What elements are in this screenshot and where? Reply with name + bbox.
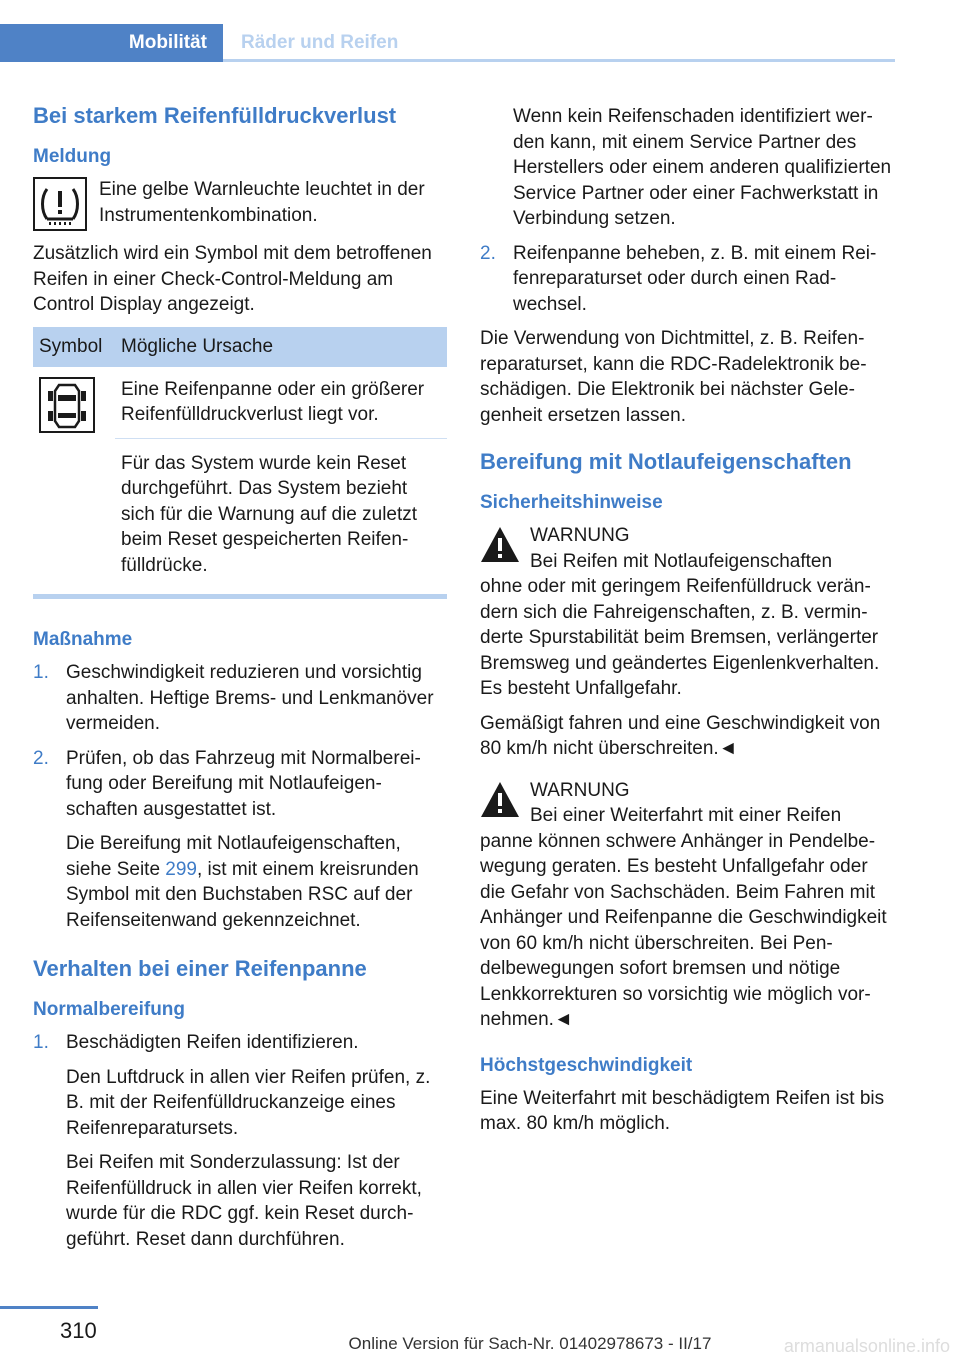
subheading-hoechstgeschwindigkeit: Höchstgeschwindigkeit — [480, 1054, 693, 1076]
warning-title: WARNUNG — [530, 779, 630, 801]
list-number: 2. — [33, 747, 49, 769]
right-column — [480, 104, 896, 1146]
list-sub-pre: Die Bereifung mit Notlaufeigenschaften, siehe Seite — [66, 833, 401, 880]
left-column — [33, 98, 447, 1261]
car-tire-symbol-icon — [39, 377, 95, 433]
table-row — [33, 367, 447, 439]
list-number: 1. — [33, 1032, 49, 1053]
list-item — [480, 241, 896, 318]
heading-starker-verlust: Bei starkem Reifenfülldruckverlust — [33, 103, 397, 128]
subheading-massnahme: Maßnahme — [33, 629, 133, 650]
subheading-normalbereifung: Normalbereifung — [33, 999, 186, 1020]
list-item — [33, 1030, 447, 1252]
table-cell-cause-1: Eine Reifenpanne oder ein größerer Reifenfülldruckverlust liegt vor. — [121, 378, 425, 425]
list-text: Beschädigten Reifen identifizieren. — [66, 1032, 359, 1053]
table-header-cause: Mögliche Ursache — [115, 327, 447, 367]
list-subparagraph: Bei Reifen mit Sonderzulassung: Ist der Reifenfülldruck in allen vier Reifen korrekt, wurde für die RDC ggf. kein Reset durchgeführt. Reset dann durchführen. — [66, 1152, 422, 1250]
warning-first-line: Bei Reifen mit Notlaufeigenschaften — [530, 550, 833, 572]
paragraph-hoechstgeschwindigkeit: Eine Weiterfahrt mit beschädigtem Reifen ist bis max. 80 km/h möglich. — [480, 1087, 885, 1134]
warning-title: WARNUNG — [530, 525, 630, 546]
warning-light-block — [33, 177, 447, 231]
section-tab-label: Mobilität — [128, 32, 207, 53]
subheading-meldung: Meldung — [33, 146, 112, 167]
page-header — [0, 24, 895, 62]
heading-reifenpanne: Verhalten bei einer Reifenpanne — [33, 956, 367, 981]
list-number: 2. — [480, 242, 496, 264]
footer-online-version: Online Version für Sach-Nr. 01402978673 - II/17 — [348, 1334, 712, 1353]
table-cell-cause-2: Für das System wurde kein Reset durchgeführt. Das System bezieht sich für die Warnung auf die zuletzt beim Reset gespeicherten Reifenfülldrücke. — [115, 438, 447, 594]
list-subparagraph — [66, 831, 447, 933]
list-text: Prüfen, ob das Fahrzeug mit Normalbereifung oder Bereifung mit Notlaufeigenschaften ausgestattet ist. — [66, 747, 421, 820]
warning-text: panne können schwere Anhänger in Pendelbewegung geraten. Es besteht Unfallgefahr oder die Gefahr von Sachschäden. Beim Fahren mit Anhänger und Reifenpanne die Geschwindigkeit von 60 km/h nicht überschreiten. Bei Pendelbewegungen sofort bremsen und nötige Lenkkorrekturen so vorsichtig wie möglich vornehmen.◄ — [480, 830, 887, 1030]
list-sub-post: , ist mit einem kreisrunden Symbol mit den Buchstaben RSC auf der Reifenseitenwand gekennzeichnet. — [66, 858, 419, 931]
warning-first-line: Bei einer Weiterfahrt mit einer Reifen — [530, 805, 842, 826]
warning-block-1 — [480, 523, 896, 762]
chapter-tab-raeder — [223, 24, 895, 62]
watermark: armanualsonline.info — [783, 1336, 950, 1356]
warning-triangle-icon — [480, 525, 520, 565]
symbol-table — [33, 327, 447, 595]
warning-block-2 — [480, 778, 896, 1033]
chapter-tab-label: Räder und Reifen — [241, 32, 399, 53]
page-number: 310 — [60, 1318, 97, 1343]
section-tab-mobilitaet — [0, 24, 223, 62]
list-item — [33, 746, 447, 934]
warning-light-text: Eine gelbe Warnleuchte leuchtet in der Instrumentenkombination. — [99, 179, 425, 226]
list-item — [33, 660, 447, 737]
warning-text: Gemäßigt fahren und eine Geschwindigkeit von 80 km/h nicht überschreiten.◄ — [480, 712, 881, 759]
warning-text: ohne oder mit geringem Reifenfülldruck verändern sich die Fahreigenschaften, z. B. verminderte Spurstabilität beim Bremsen, verlängerter Bremsweg und geändertes Eigenlenkverhalten. Es besteht Unfallgefahr. — [480, 576, 880, 699]
footer-rule — [0, 1306, 98, 1309]
table-cell-symbol — [33, 367, 115, 595]
paragraph-service-partner: Wenn kein Reifenschaden identifiziert werden kann, mit einem Service Partner des Herstellers oder einem anderen qualifizierten Service Partner oder einer Fachwerkstatt in Verbindung setzen. — [513, 106, 892, 229]
list-subparagraph: Den Luftdruck in allen vier Reifen prüfen, z. B. mit der Reifenfülldruckanzeige eines Reifenreparatursets. — [66, 1066, 431, 1139]
massnahme-list — [33, 660, 447, 933]
page-link-299[interactable]: 299 — [165, 858, 197, 880]
tire-pressure-warning-icon — [33, 177, 87, 231]
paragraph-check-control: Zusätzlich wird ein Symbol mit dem betroffenen Reifen in einer Check-Control-Meldung am Control Display angezeigt. — [33, 243, 432, 315]
table-bottom-rule — [33, 594, 447, 599]
heading-notlauf: Bereifung mit Notlaufeigenschaften — [480, 449, 852, 474]
list-text: Geschwindigkeit reduzieren und vorsichtig anhalten. Heftige Brems- und Lenkmanöver vermeiden. — [66, 662, 434, 734]
paragraph-dichtmittel: Die Verwendung von Dichtmittel, z. B. Reifenreparaturset, kann die RDC-Radelektronik beschädigen. Die Elektronik bei nächster Gelegenheit ersetzen lassen. — [480, 328, 867, 426]
normal-list — [33, 1030, 447, 1252]
table-header-symbol: Symbol — [33, 327, 115, 367]
warning-triangle-icon — [480, 780, 520, 820]
list-text: Reifenpanne beheben, z. B. mit einem Reifenreparaturset oder durch einen Radwechsel. — [513, 242, 877, 315]
continued-list — [480, 241, 896, 318]
subheading-sicherheit: Sicherheitshinweise — [480, 492, 663, 513]
list-number: 1. — [33, 662, 49, 683]
